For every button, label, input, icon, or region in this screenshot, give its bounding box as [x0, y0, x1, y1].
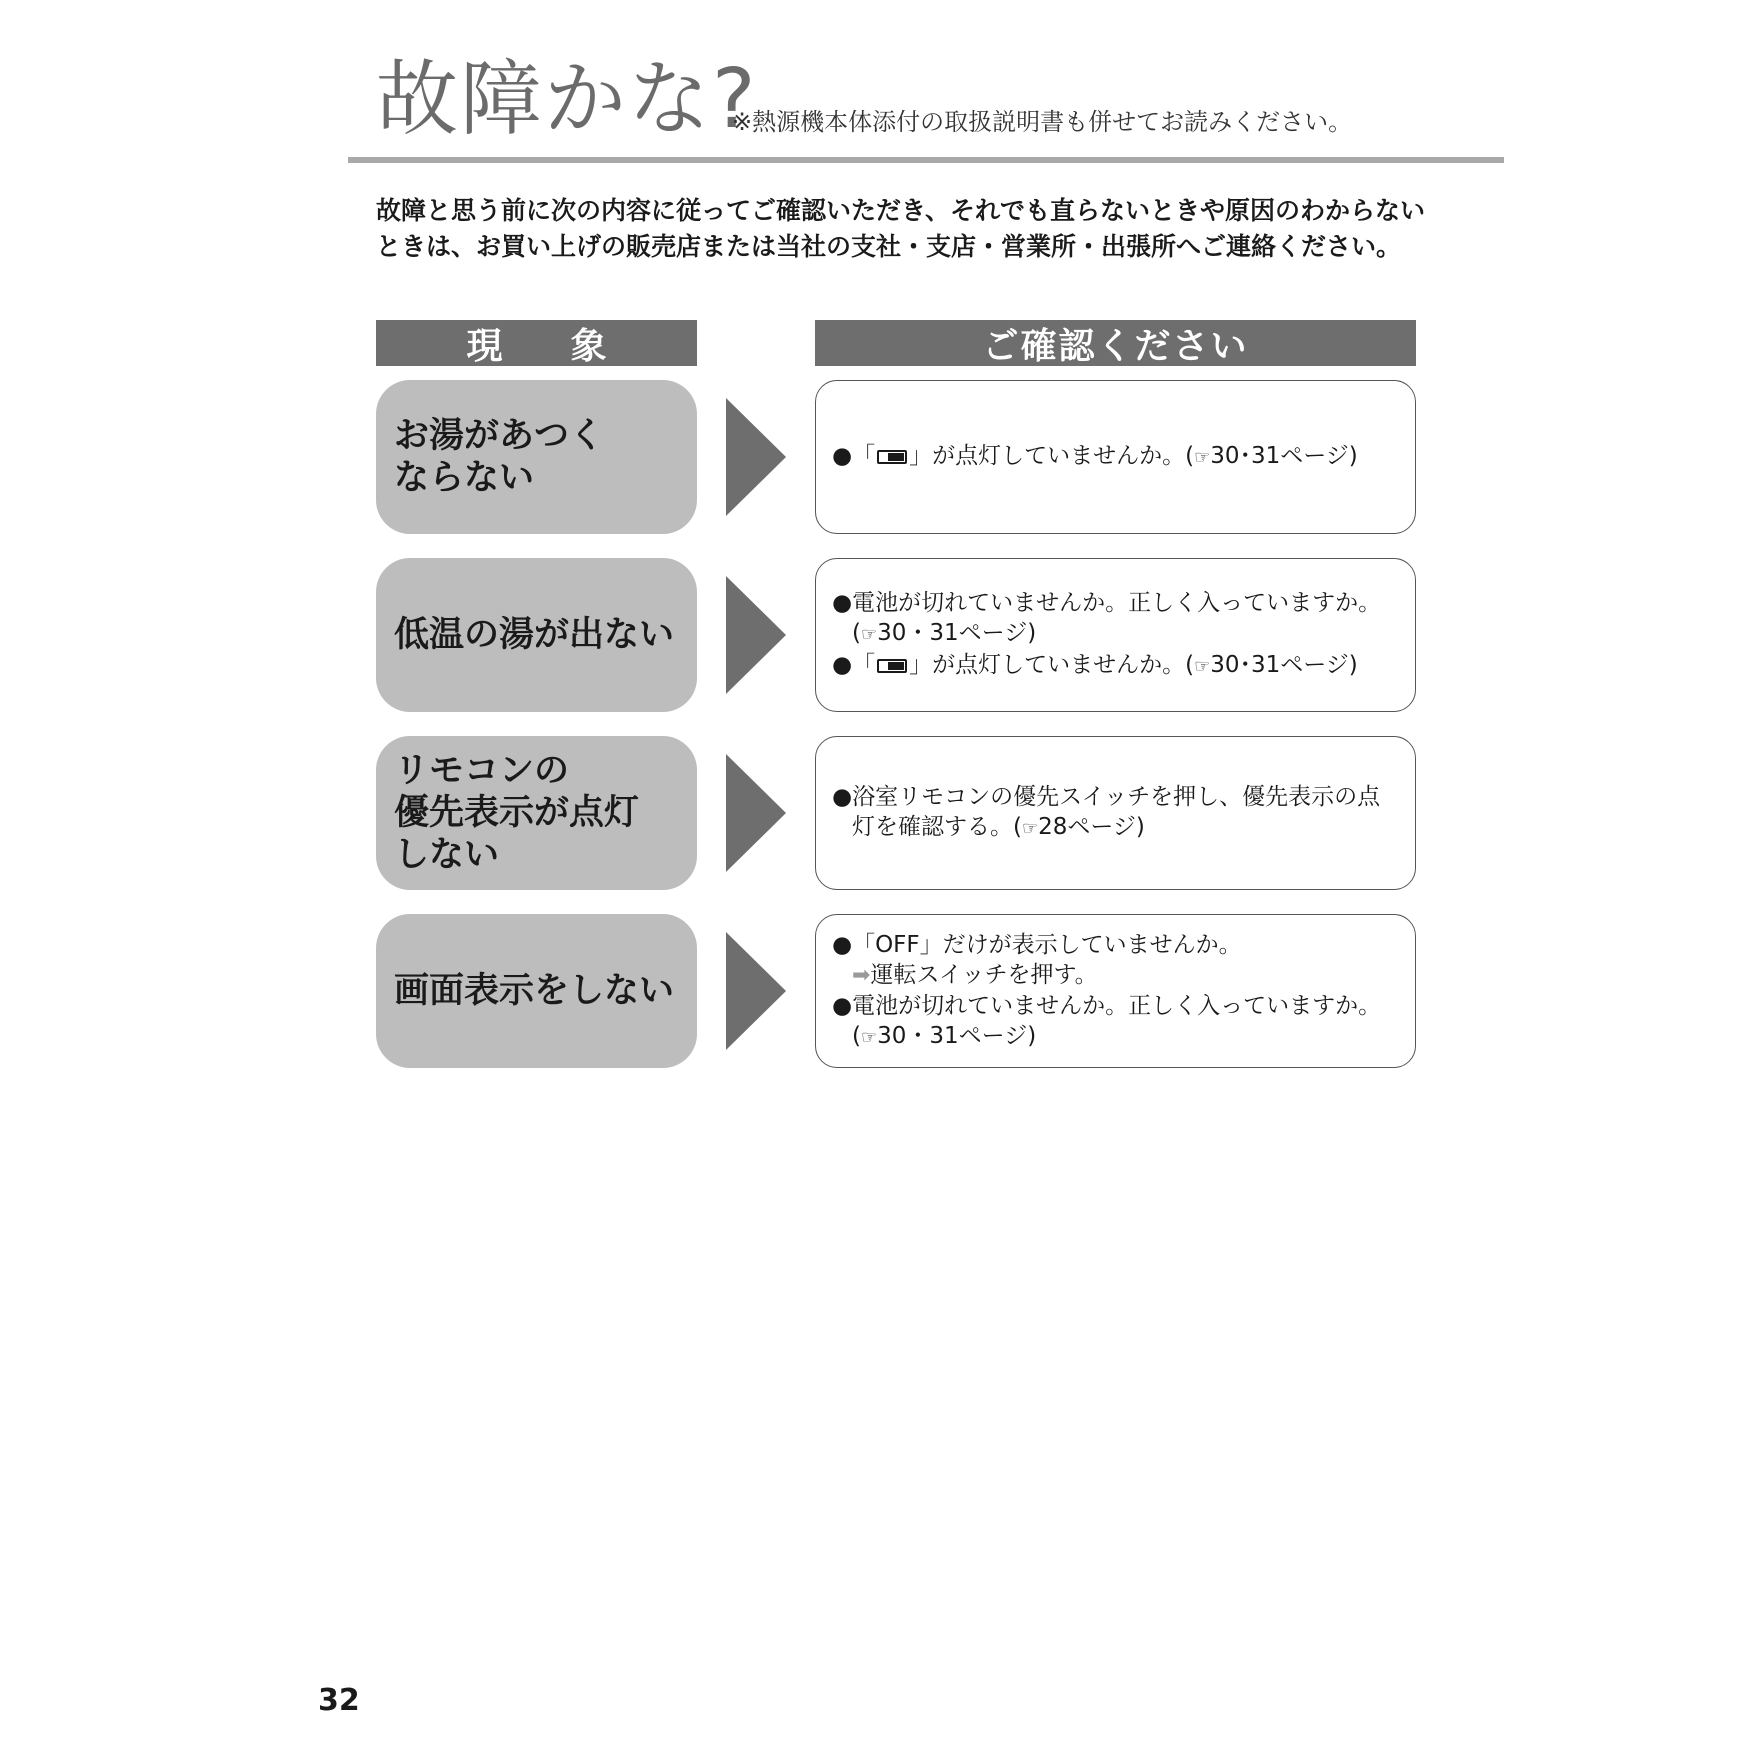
page-reference: 30･31ページ) — [1210, 443, 1358, 469]
right-arrow-icon: ➡ — [852, 962, 871, 988]
check-line: (☞30・31ページ) — [852, 1022, 1037, 1049]
check-text: ●「 — [832, 652, 876, 678]
check-line — [832, 650, 1401, 682]
title-divider — [348, 157, 1504, 163]
check-text: ●「 — [832, 443, 876, 469]
battery-low-icon — [877, 659, 907, 673]
check-line: ●電池が切れていませんか。正しく入っていますか。 — [832, 590, 1382, 616]
pointing-hand-icon: ☞ — [860, 1026, 878, 1048]
intro-text: 故障と思う前に次の内容に従ってご確認いただき、それでも直らないときや原因のわからないときは、お買い上げの販売店または当社の支社・支店・営業所・出張所へご連絡ください。 — [376, 196, 1426, 261]
title-note: ※熱源機本体添付の取扱説明書も併せてお読みください。 — [732, 108, 1353, 136]
check-line: ●「OFF」だけが表示していませんか。 — [832, 931, 1242, 958]
check-line — [832, 441, 1401, 473]
symptom-label: お湯があつく ならない — [376, 380, 697, 534]
title-row — [376, 50, 1496, 150]
trouble-row — [376, 380, 1416, 534]
symptom-label: 画面表示をしない — [376, 914, 697, 1068]
page-reference: 30･31ページ) — [1210, 652, 1358, 678]
page-reference: 30・31ページ) — [877, 620, 1037, 646]
pointing-hand-icon: ☞ — [1194, 447, 1211, 468]
symptom-label: リモコンの 優先表示が点灯 しない — [376, 736, 697, 890]
page-number: 32 — [318, 1683, 360, 1718]
trouble-row — [376, 558, 1416, 712]
trouble-row — [376, 914, 1416, 1068]
pointing-hand-icon: ☞ — [860, 624, 878, 645]
check-text: 」が点灯していませんか。( — [909, 443, 1195, 469]
chevron-right-icon — [726, 754, 786, 872]
chevron-right-icon — [726, 576, 786, 694]
check-text: 」が点灯していませんか。( — [909, 652, 1195, 678]
check-box — [815, 914, 1416, 1068]
header-check: ご確認ください — [815, 320, 1416, 366]
symptom-label: 低温の湯が出ない — [376, 558, 697, 712]
page-reference: 30・31ページ) — [877, 1022, 1037, 1049]
chevron-right-icon — [726, 932, 786, 1050]
check-line: ●浴室リモコンの優先スイッチを押し、優先表示の点 — [832, 784, 1381, 810]
battery-low-icon — [877, 450, 907, 464]
check-line: ●電池が切れていませんか。正しく入っていますか。 — [832, 992, 1382, 1019]
check-line — [832, 960, 1401, 991]
check-text: 灯を確認する。( — [852, 814, 1022, 840]
check-line — [832, 812, 1401, 844]
page-title: 故障かな? — [376, 52, 758, 147]
check-box — [815, 736, 1416, 890]
pointing-hand-icon: ☞ — [1194, 656, 1211, 677]
check-text: 運転スイッチを押す。 — [870, 961, 1098, 988]
check-box — [815, 380, 1416, 534]
pointing-hand-icon: ☞ — [1021, 818, 1039, 839]
page-reference: 28ページ) — [1038, 814, 1145, 840]
check-box — [815, 558, 1416, 712]
header-symptom: 現象 — [376, 320, 697, 366]
trouble-row — [376, 736, 1416, 890]
chevron-right-icon — [726, 398, 786, 516]
check-line: (☞30・31ページ) — [852, 620, 1037, 646]
